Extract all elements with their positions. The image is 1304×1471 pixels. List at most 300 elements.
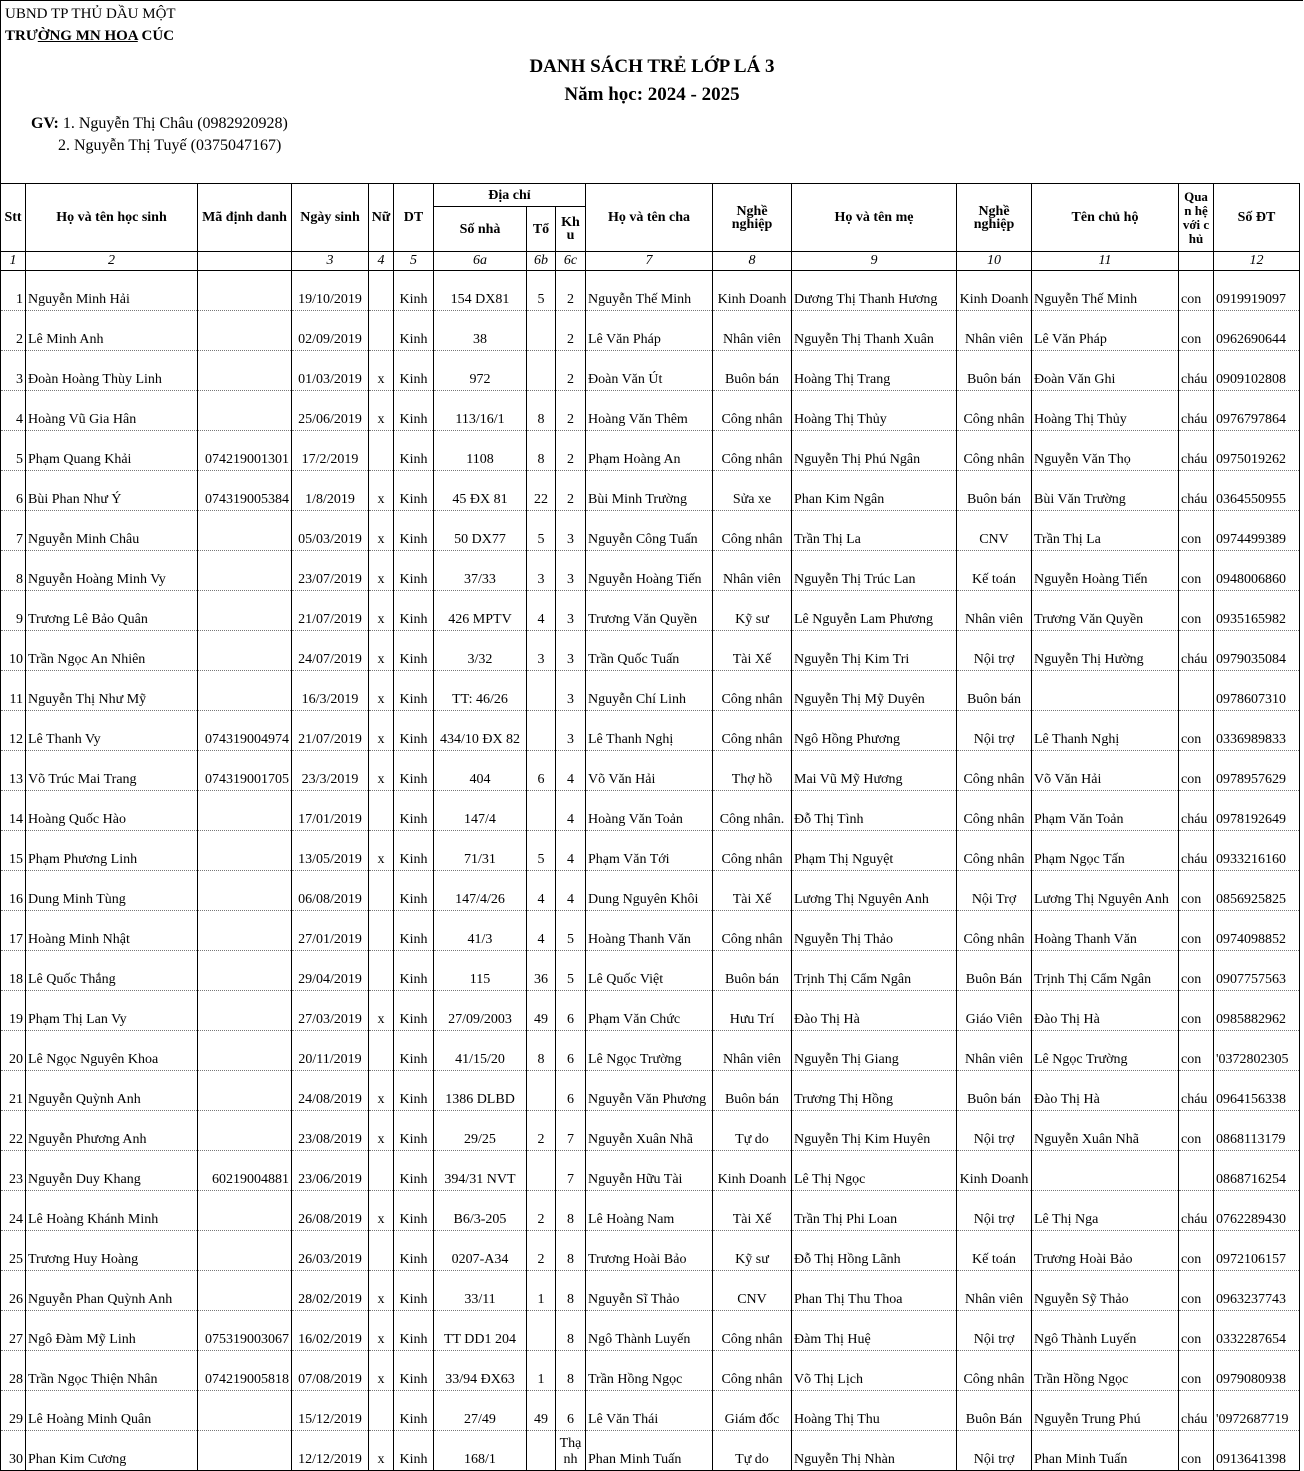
cell-stt: 13 bbox=[1, 751, 26, 791]
cell-student-id bbox=[198, 1031, 292, 1071]
cell-mother-name: Nguyễn Thị Phú Ngân bbox=[792, 431, 957, 471]
cell-area: Thạnh bbox=[556, 1431, 586, 1471]
cell-mother-job: Công nhân bbox=[957, 431, 1032, 471]
cell-house: 3/32 bbox=[434, 631, 527, 671]
cell-ethnic: Kinh bbox=[394, 631, 434, 671]
cell-ethnic: Kinh bbox=[394, 1311, 434, 1351]
cell-mother-job: Nhân viên bbox=[957, 591, 1032, 631]
cell-phone: '0372802305 bbox=[1214, 1031, 1300, 1071]
cell-student-name: Dung Minh Tùng bbox=[26, 871, 198, 911]
column-number-cell: 7 bbox=[586, 252, 713, 271]
cell-ethnic: Kinh bbox=[394, 391, 434, 431]
cell-area: 8 bbox=[556, 1191, 586, 1231]
student-table bbox=[0, 183, 1300, 1471]
cell-house: 147/4 bbox=[434, 791, 527, 831]
cell-father-name: Nguyễn Hữu Tài bbox=[586, 1151, 713, 1191]
cell-ethnic: Kinh bbox=[394, 1151, 434, 1191]
cell-father-job: Tài Xế bbox=[713, 871, 792, 911]
cell-relation: cháu bbox=[1179, 1071, 1214, 1111]
cell-student-id bbox=[198, 511, 292, 551]
cell-student-name: Lê Hoàng Khánh Minh bbox=[26, 1191, 198, 1231]
cell-mother-name: Trần Thị La bbox=[792, 511, 957, 551]
cell-student-name: Nguyễn Minh Hải bbox=[26, 271, 198, 311]
committee-name: UBND TP THỦ DẦU MỘT bbox=[5, 6, 176, 22]
cell-relation: con bbox=[1179, 911, 1214, 951]
cell-group: 8 bbox=[527, 391, 556, 431]
cell-female bbox=[369, 1031, 394, 1071]
cell-father-name: Phan Minh Tuấn bbox=[586, 1431, 713, 1471]
cell-ethnic: Kinh bbox=[394, 791, 434, 831]
table-row bbox=[1, 951, 1300, 991]
cell-household-head: Phan Minh Tuấn bbox=[1032, 1431, 1179, 1471]
cell-group: 4 bbox=[527, 871, 556, 911]
cell-father-job: Nhân viên bbox=[713, 1031, 792, 1071]
cell-household-head: Đào Thị Hà bbox=[1032, 1071, 1179, 1111]
cell-father-job: Công nhân bbox=[713, 671, 792, 711]
cell-student-name: Nguyễn Phan Quỳnh Anh bbox=[26, 1271, 198, 1311]
cell-female bbox=[369, 791, 394, 831]
cell-father-job: Công nhân bbox=[713, 511, 792, 551]
cell-mother-name: Hoàng Thị Trang bbox=[792, 351, 957, 391]
table-row bbox=[1, 631, 1300, 671]
table-row bbox=[1, 1271, 1300, 1311]
cell-mother-name: Hoàng Thị Thủy bbox=[792, 391, 957, 431]
cell-household-head: Trần Thị La bbox=[1032, 511, 1179, 551]
cell-ethnic: Kinh bbox=[394, 591, 434, 631]
cell-house: 0207-A34 bbox=[434, 1231, 527, 1271]
cell-mother-name: Lương Thị Nguyên Anh bbox=[792, 871, 957, 911]
cell-student-name: Nguyễn Phương Anh bbox=[26, 1111, 198, 1151]
col-dob: Ngày sinh bbox=[292, 184, 369, 252]
cell-female: x bbox=[369, 391, 394, 431]
cell-dob: 16/02/2019 bbox=[292, 1311, 369, 1351]
cell-house: 434/10 ĐX 82 bbox=[434, 711, 527, 751]
table-row bbox=[1, 831, 1300, 871]
cell-student-name: Phạm Phương Linh bbox=[26, 831, 198, 871]
cell-mother-job: Nội trợ bbox=[957, 1431, 1032, 1471]
cell-area: 3 bbox=[556, 591, 586, 631]
cell-father-name: Bùi Minh Trường bbox=[586, 471, 713, 511]
cell-group: 5 bbox=[527, 511, 556, 551]
col-father: Họ và tên cha bbox=[586, 184, 713, 252]
cell-house: 147/4/26 bbox=[434, 871, 527, 911]
cell-female: x bbox=[369, 1071, 394, 1111]
cell-ethnic: Kinh bbox=[394, 1271, 434, 1311]
cell-household-head: Nguyễn Thế Minh bbox=[1032, 271, 1179, 311]
cell-area: 4 bbox=[556, 751, 586, 791]
cell-female bbox=[369, 271, 394, 311]
cell-phone: 0976797864 bbox=[1214, 391, 1300, 431]
cell-father-name: Lê Văn Thái bbox=[586, 1391, 713, 1431]
cell-female bbox=[369, 311, 394, 351]
col-house: Số nhà bbox=[434, 207, 527, 252]
cell-father-job: Công nhân bbox=[713, 431, 792, 471]
cell-dob: 27/01/2019 bbox=[292, 911, 369, 951]
cell-stt: 2 bbox=[1, 311, 26, 351]
cell-student-name: Trần Ngọc An Nhiên bbox=[26, 631, 198, 671]
table-row bbox=[1, 431, 1300, 471]
cell-father-name: Trương Hoài Bảo bbox=[586, 1231, 713, 1271]
cell-stt: 5 bbox=[1, 431, 26, 471]
cell-father-name: Võ Văn Hải bbox=[586, 751, 713, 791]
cell-ethnic: Kinh bbox=[394, 471, 434, 511]
cell-phone: 0964156338 bbox=[1214, 1071, 1300, 1111]
cell-mother-name: Trương Thị Hồng bbox=[792, 1071, 957, 1111]
cell-mother-job: Buôn bán bbox=[957, 471, 1032, 511]
cell-ethnic: Kinh bbox=[394, 1431, 434, 1471]
cell-student-name: Hoàng Minh Nhật bbox=[26, 911, 198, 951]
cell-phone: 0948006860 bbox=[1214, 551, 1300, 591]
cell-stt: 1 bbox=[1, 271, 26, 311]
column-number-cell: 12 bbox=[1214, 252, 1300, 271]
cell-group: 1 bbox=[527, 1271, 556, 1311]
cell-phone: 0978192649 bbox=[1214, 791, 1300, 831]
cell-household-head: Lê Văn Pháp bbox=[1032, 311, 1179, 351]
cell-mother-name: Nguyễn Thị Kim Huyên bbox=[792, 1111, 957, 1151]
table-row bbox=[1, 791, 1300, 831]
cell-area: 6 bbox=[556, 1031, 586, 1071]
cell-group bbox=[527, 671, 556, 711]
cell-student-id bbox=[198, 631, 292, 671]
cell-dob: 21/07/2019 bbox=[292, 591, 369, 631]
cell-household-head: Lê Ngọc Trường bbox=[1032, 1031, 1179, 1071]
cell-phone: 0978957629 bbox=[1214, 751, 1300, 791]
cell-student-name: Lê Hoàng Minh Quân bbox=[26, 1391, 198, 1431]
header-left bbox=[5, 3, 176, 47]
cell-dob: 29/04/2019 bbox=[292, 951, 369, 991]
cell-father-job: Kinh Doanh bbox=[713, 1151, 792, 1191]
cell-area: 2 bbox=[556, 391, 586, 431]
cell-dob: 05/03/2019 bbox=[292, 511, 369, 551]
cell-female: x bbox=[369, 711, 394, 751]
cell-female: x bbox=[369, 1191, 394, 1231]
cell-household-head: Đào Thị Hà bbox=[1032, 991, 1179, 1031]
table-row bbox=[1, 1231, 1300, 1271]
cell-mother-job: Kế toán bbox=[957, 1231, 1032, 1271]
cell-stt: 18 bbox=[1, 951, 26, 991]
cell-student-id: 60219004881 bbox=[198, 1151, 292, 1191]
table-row bbox=[1, 911, 1300, 951]
cell-house: 71/31 bbox=[434, 831, 527, 871]
cell-mother-name: Phan Thị Thu Thoa bbox=[792, 1271, 957, 1311]
cell-father-job: Công nhân. bbox=[713, 791, 792, 831]
cell-house: 45 ĐX 81 bbox=[434, 471, 527, 511]
cell-mother-name: Ngô Hồng Phương bbox=[792, 711, 957, 751]
table-row bbox=[1, 1311, 1300, 1351]
cell-relation: cháu bbox=[1179, 391, 1214, 431]
cell-dob: 17/01/2019 bbox=[292, 791, 369, 831]
cell-stt: 26 bbox=[1, 1271, 26, 1311]
cell-student-id bbox=[198, 351, 292, 391]
cell-student-id: 075319003067 bbox=[198, 1311, 292, 1351]
cell-group: 5 bbox=[527, 831, 556, 871]
cell-mother-name: Nguyễn Thị Thanh Xuân bbox=[792, 311, 957, 351]
cell-father-job: Thợ hồ bbox=[713, 751, 792, 791]
cell-student-id bbox=[198, 871, 292, 911]
cell-stt: 12 bbox=[1, 711, 26, 751]
column-number-cell: 11 bbox=[1032, 252, 1179, 271]
cell-mother-name: Hoàng Thị Thu bbox=[792, 1391, 957, 1431]
cell-relation: con bbox=[1179, 711, 1214, 751]
cell-group: 2 bbox=[527, 1231, 556, 1271]
cell-father-job: Công nhân bbox=[713, 1351, 792, 1391]
cell-dob: 01/03/2019 bbox=[292, 351, 369, 391]
cell-stt: 9 bbox=[1, 591, 26, 631]
col-mother-job: Nghề nghiệp bbox=[957, 184, 1032, 252]
cell-father-name: Hoàng Văn Toản bbox=[586, 791, 713, 831]
cell-ethnic: Kinh bbox=[394, 311, 434, 351]
cell-student-name: Nguyễn Duy Khang bbox=[26, 1151, 198, 1191]
cell-father-name: Nguyễn Chí Linh bbox=[586, 671, 713, 711]
cell-female: x bbox=[369, 591, 394, 631]
cell-relation: cháu bbox=[1179, 1191, 1214, 1231]
cell-mother-job: Công nhân bbox=[957, 791, 1032, 831]
cell-stt: 14 bbox=[1, 791, 26, 831]
cell-house: 38 bbox=[434, 311, 527, 351]
cell-mother-name: Trần Thị Phi Loan bbox=[792, 1191, 957, 1231]
cell-female: x bbox=[369, 991, 394, 1031]
cell-house: 113/16/1 bbox=[434, 391, 527, 431]
cell-house: 426 MPTV bbox=[434, 591, 527, 631]
cell-group: 1 bbox=[527, 1351, 556, 1391]
column-number-cell: 2 bbox=[26, 252, 198, 271]
table-row bbox=[1, 1351, 1300, 1391]
cell-father-job: Công nhân bbox=[713, 391, 792, 431]
cell-ethnic: Kinh bbox=[394, 991, 434, 1031]
cell-female: x bbox=[369, 1351, 394, 1391]
cell-student-id bbox=[198, 951, 292, 991]
table-row bbox=[1, 751, 1300, 791]
cell-ethnic: Kinh bbox=[394, 271, 434, 311]
cell-father-name: Nguyễn Công Tuấn bbox=[586, 511, 713, 551]
cell-group: 49 bbox=[527, 1391, 556, 1431]
cell-household-head: Lê Thanh Nghị bbox=[1032, 711, 1179, 751]
col-mother: Họ và tên mẹ bbox=[792, 184, 957, 252]
cell-area: 7 bbox=[556, 1111, 586, 1151]
table-row bbox=[1, 351, 1300, 391]
cell-stt: 4 bbox=[1, 391, 26, 431]
cell-student-id bbox=[198, 791, 292, 831]
cell-phone: 0332287654 bbox=[1214, 1311, 1300, 1351]
cell-ethnic: Kinh bbox=[394, 551, 434, 591]
cell-mother-job: CNV bbox=[957, 511, 1032, 551]
cell-household-head: Nguyễn Thị Hường bbox=[1032, 631, 1179, 671]
cell-group: 22 bbox=[527, 471, 556, 511]
cell-group bbox=[527, 351, 556, 391]
col-stt: Stt bbox=[1, 184, 26, 252]
cell-phone: 0974098852 bbox=[1214, 911, 1300, 951]
cell-dob: 28/02/2019 bbox=[292, 1271, 369, 1311]
cell-student-id bbox=[198, 271, 292, 311]
cell-group: 49 bbox=[527, 991, 556, 1031]
cell-student-id bbox=[198, 911, 292, 951]
cell-ethnic: Kinh bbox=[394, 1071, 434, 1111]
cell-phone: 0979080938 bbox=[1214, 1351, 1300, 1391]
cell-area: 3 bbox=[556, 631, 586, 671]
cell-father-job: Công nhân bbox=[713, 1311, 792, 1351]
cell-group: 36 bbox=[527, 951, 556, 991]
cell-mother-job: Kế toán bbox=[957, 551, 1032, 591]
cell-father-name: Lê Hoàng Nam bbox=[586, 1191, 713, 1231]
cell-phone: 0979035084 bbox=[1214, 631, 1300, 671]
cell-relation: con bbox=[1179, 591, 1214, 631]
cell-father-name: Nguyễn Hoàng Tiến bbox=[586, 551, 713, 591]
cell-group: 8 bbox=[527, 431, 556, 471]
cell-student-id: 074219001301 bbox=[198, 431, 292, 471]
cell-dob: 21/07/2019 bbox=[292, 711, 369, 751]
cell-female: x bbox=[369, 1431, 394, 1471]
cell-mother-job: Nội trợ bbox=[957, 1311, 1032, 1351]
cell-area: 5 bbox=[556, 911, 586, 951]
cell-student-name: Võ Trúc Mai Trang bbox=[26, 751, 198, 791]
cell-dob: 26/08/2019 bbox=[292, 1191, 369, 1231]
cell-area: 3 bbox=[556, 511, 586, 551]
cell-group bbox=[527, 791, 556, 831]
cell-mother-job: Kinh Doanh bbox=[957, 1151, 1032, 1191]
cell-group: 3 bbox=[527, 631, 556, 671]
cell-mother-name: Đỗ Thị Hồng Lãnh bbox=[792, 1231, 957, 1271]
column-number-cell bbox=[198, 252, 292, 271]
cell-stt: 22 bbox=[1, 1111, 26, 1151]
cell-dob: 1/8/2019 bbox=[292, 471, 369, 511]
cell-student-id bbox=[198, 391, 292, 431]
cell-house: TT: 46/26 bbox=[434, 671, 527, 711]
page-top-border bbox=[0, 0, 1303, 1]
cell-relation: con bbox=[1179, 991, 1214, 1031]
cell-stt: 8 bbox=[1, 551, 26, 591]
col-area: Khu bbox=[556, 207, 586, 252]
cell-father-job: Nhân viên bbox=[713, 311, 792, 351]
cell-relation bbox=[1179, 671, 1214, 711]
cell-female: x bbox=[369, 551, 394, 591]
cell-father-job: Giám đốc bbox=[713, 1391, 792, 1431]
school-year: Năm học: 2024 - 2025 bbox=[564, 84, 740, 105]
cell-house: 50 DX77 bbox=[434, 511, 527, 551]
cell-mother-job: Buôn bán bbox=[957, 671, 1032, 711]
cell-house: B6/3-205 bbox=[434, 1191, 527, 1231]
table-row bbox=[1, 1031, 1300, 1071]
cell-dob: 24/08/2019 bbox=[292, 1071, 369, 1111]
cell-stt: 28 bbox=[1, 1351, 26, 1391]
cell-phone: 0919919097 bbox=[1214, 271, 1300, 311]
cell-relation: con bbox=[1179, 1311, 1214, 1351]
cell-mother-job: Công nhân bbox=[957, 831, 1032, 871]
cell-dob: 13/05/2019 bbox=[292, 831, 369, 871]
cell-female: x bbox=[369, 471, 394, 511]
cell-mother-job: Nội trợ bbox=[957, 1191, 1032, 1231]
column-number-cell: 6b bbox=[527, 252, 556, 271]
cell-father-name: Lê Thanh Nghị bbox=[586, 711, 713, 751]
cell-female bbox=[369, 911, 394, 951]
cell-ethnic: Kinh bbox=[394, 1191, 434, 1231]
cell-mother-name: Nguyễn Thị Mỹ Duyên bbox=[792, 671, 957, 711]
cell-mother-name: Võ Thị Lịch bbox=[792, 1351, 957, 1391]
cell-group bbox=[527, 1071, 556, 1111]
cell-ethnic: Kinh bbox=[394, 911, 434, 951]
cell-household-head: Ngô Thành Luyến bbox=[1032, 1311, 1179, 1351]
teacher-list bbox=[31, 113, 288, 157]
cell-father-job: Tài Xế bbox=[713, 1191, 792, 1231]
column-number-cell: 6a bbox=[434, 252, 527, 271]
cell-student-name: Lê Thanh Vy bbox=[26, 711, 198, 751]
cell-phone: 0985882962 bbox=[1214, 991, 1300, 1031]
cell-stt: 20 bbox=[1, 1031, 26, 1071]
cell-mother-name: Phan Kim Ngân bbox=[792, 471, 957, 511]
cell-ethnic: Kinh bbox=[394, 1111, 434, 1151]
cell-student-id bbox=[198, 551, 292, 591]
cell-father-job: Công nhân bbox=[713, 711, 792, 751]
cell-stt: 6 bbox=[1, 471, 26, 511]
cell-student-name: Trương Lê Bảo Quân bbox=[26, 591, 198, 631]
cell-phone: 0907757563 bbox=[1214, 951, 1300, 991]
cell-phone: 0963237743 bbox=[1214, 1271, 1300, 1311]
cell-relation: con bbox=[1179, 871, 1214, 911]
cell-group: 4 bbox=[527, 911, 556, 951]
cell-female: x bbox=[369, 671, 394, 711]
cell-father-job: Tài Xế bbox=[713, 631, 792, 671]
teacher-2: 2. Nguyễn Thị Tuyế (0375047167) bbox=[58, 137, 282, 154]
cell-father-name: Nguyễn Thế Minh bbox=[586, 271, 713, 311]
table-row bbox=[1, 1431, 1300, 1471]
cell-phone: 0868716254 bbox=[1214, 1151, 1300, 1191]
cell-female: x bbox=[369, 1111, 394, 1151]
cell-phone: 0868113179 bbox=[1214, 1111, 1300, 1151]
cell-household-head: Phạm Văn Toản bbox=[1032, 791, 1179, 831]
cell-mother-name: Nguyễn Thị Giang bbox=[792, 1031, 957, 1071]
cell-dob: 06/08/2019 bbox=[292, 871, 369, 911]
cell-mother-name: Dương Thị Thanh Hương bbox=[792, 271, 957, 311]
cell-mother-job: Nội trợ bbox=[957, 631, 1032, 671]
cell-mother-job: Nội Trợ bbox=[957, 871, 1032, 911]
cell-dob: 15/12/2019 bbox=[292, 1391, 369, 1431]
cell-father-name: Lê Quốc Việt bbox=[586, 951, 713, 991]
cell-student-name: Phạm Quang Khải bbox=[26, 431, 198, 471]
cell-house: 27/49 bbox=[434, 1391, 527, 1431]
cell-father-name: Dung Nguyên Khôi bbox=[586, 871, 713, 911]
cell-household-head bbox=[1032, 1151, 1179, 1191]
cell-female bbox=[369, 1391, 394, 1431]
teacher-1: 1. Nguyễn Thị Châu (0982920928) bbox=[62, 115, 288, 132]
cell-female: x bbox=[369, 631, 394, 671]
cell-group: 6 bbox=[527, 751, 556, 791]
cell-mother-name: Đào Thị Hà bbox=[792, 991, 957, 1031]
cell-mother-name: Đỗ Thị Tình bbox=[792, 791, 957, 831]
cell-stt: 7 bbox=[1, 511, 26, 551]
student-rows bbox=[1, 271, 1300, 1471]
cell-household-head: Trịnh Thị Cẩm Ngân bbox=[1032, 951, 1179, 991]
table-row bbox=[1, 511, 1300, 551]
column-number-cell: 9 bbox=[792, 252, 957, 271]
cell-relation: cháu bbox=[1179, 431, 1214, 471]
cell-stt: 21 bbox=[1, 1071, 26, 1111]
cell-household-head: Hoàng Thị Thủy bbox=[1032, 391, 1179, 431]
cell-phone: 0974499389 bbox=[1214, 511, 1300, 551]
cell-area: 3 bbox=[556, 711, 586, 751]
cell-stt: 10 bbox=[1, 631, 26, 671]
cell-stt: 3 bbox=[1, 351, 26, 391]
cell-stt: 29 bbox=[1, 1391, 26, 1431]
cell-household-head: Lương Thị Nguyên Anh bbox=[1032, 871, 1179, 911]
cell-house: 394/31 NVT bbox=[434, 1151, 527, 1191]
table-row bbox=[1, 711, 1300, 751]
cell-area: 3 bbox=[556, 551, 586, 591]
school-name: TRƯỜNG MN HOA CÚC bbox=[5, 28, 175, 44]
cell-house: 154 DX81 bbox=[434, 271, 527, 311]
cell-student-id bbox=[198, 1271, 292, 1311]
cell-relation: con bbox=[1179, 271, 1214, 311]
cell-ethnic: Kinh bbox=[394, 671, 434, 711]
table-row bbox=[1, 271, 1300, 311]
